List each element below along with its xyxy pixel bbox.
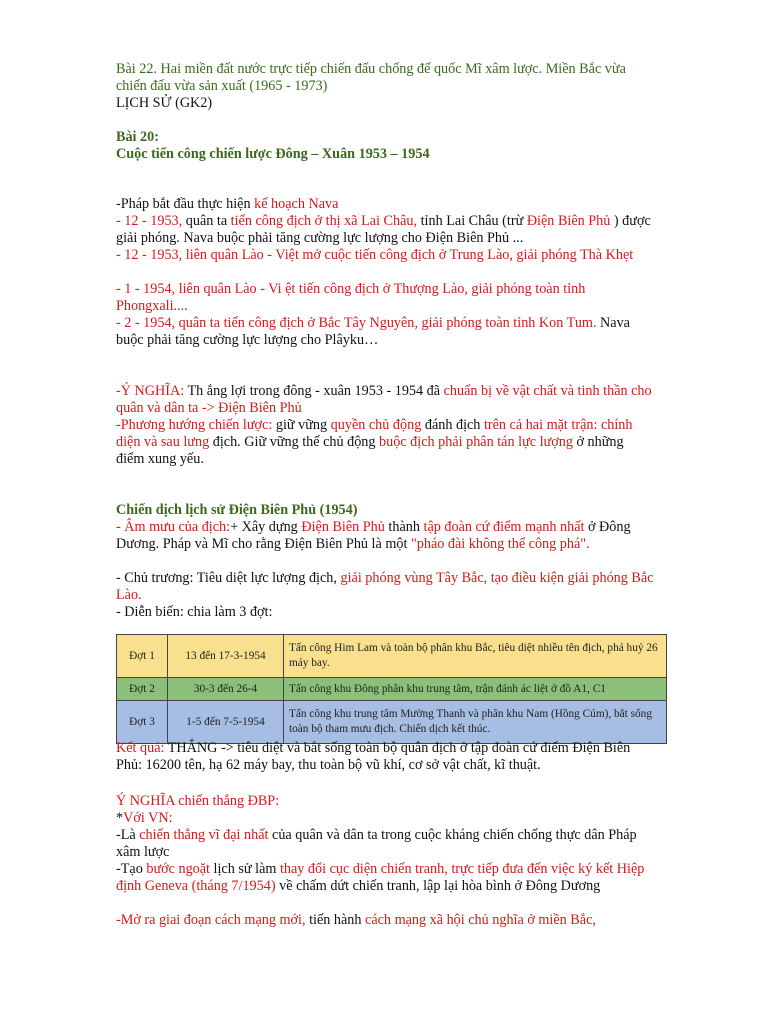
highlight: kế hoạch Nava (254, 196, 339, 212)
phase-dates: 30-3 đến 26-4 (168, 678, 284, 701)
highlight: - 2 - 1954, quân ta tiến công địch ở Bắc Tây Nguyên, giải phóng toàn tỉnh Kon Tum. (116, 315, 597, 331)
significance-paragraph (116, 383, 654, 417)
highlight: trên cả hai mặt trận: chính diện và sau lưng (116, 417, 633, 450)
highlight: Kết quả: (116, 740, 165, 756)
highlight: cách mạng xã hội chủ nghĩa ở miền Bắc, (365, 912, 596, 928)
enemy-plan-paragraph (116, 519, 654, 553)
text: Th ắng lợi trong đông - xuân 1953 - 1954 đã (184, 383, 444, 399)
text: tiến hành (305, 912, 366, 928)
highlight: bước ngoặt (146, 861, 210, 877)
highlight: Điện Biên Phủ (301, 519, 385, 535)
highlight: Với VN: (123, 810, 173, 826)
highlight: - Âm mưu của địch: (116, 519, 231, 535)
lai-chau-paragraph (116, 213, 654, 247)
text: * (116, 810, 124, 826)
phase-name: Đợt 1 (117, 635, 168, 678)
text: -Là (116, 827, 140, 843)
text: -Tạo (116, 861, 147, 877)
text: giữ vững (272, 417, 331, 433)
strategy-paragraph (116, 417, 654, 468)
highlight: buộc địch phải phân tán lực lượng (379, 434, 573, 450)
text: tỉnh Lai Châu (trừ (417, 213, 527, 229)
text: địch. Giữ vững thế chủ động (209, 434, 380, 450)
significance-title: Ý NGHĨA chiến thắng ĐBP: (116, 793, 280, 809)
highlight: - 12 - 1953, (116, 213, 186, 229)
text: lịch sử làm (210, 861, 280, 877)
lesson-20-number: Bài 20: (116, 129, 159, 145)
result-paragraph (116, 740, 654, 774)
text: ) được giải phóng. Nava buộc phải tăng cường lực lượng cho Điện Biên Phủ ... (116, 213, 651, 246)
dbp-heading: Chiến dịch lịch sử Điện Biên Phủ (1954) (116, 502, 358, 518)
text: Nava buộc phải tăng cường lực lượng cho Plâyku… (116, 315, 630, 348)
highlight: -Mở ra giai đoạn cách mạng mới, (116, 912, 306, 928)
table-row (117, 701, 667, 744)
policy-paragraph (116, 570, 654, 604)
text: của quân và dân ta trong cuộc kháng chiến chống thực dân Pháp xâm lược (116, 827, 637, 860)
text: đánh địch (421, 417, 484, 433)
phase-dates: 1-5 đến 7-5-1954 (168, 701, 284, 744)
phase-description: Tấn công khu Đông phân khu trung tâm, trận đánh ác liệt ở đồ A1, C1 (284, 678, 667, 701)
phase-description: Tấn công khu trung tâm Mường Thanh và phân khu Nam (Hồng Cúm), bắt sống toàn bộ tham mưu địch. Chiến dịch kết thúc. (284, 701, 667, 744)
new-stage-paragraph (116, 912, 654, 929)
text: ở những điểm xung yếu. (116, 434, 624, 467)
phase-dates: 13 đến 17-3-1954 (168, 635, 284, 678)
highlight: chiến thắng vĩ đại nhất (139, 827, 269, 843)
vietnam-subheading (116, 810, 654, 827)
greatest-victory-paragraph (116, 827, 654, 861)
text: THẮNG -> tiêu diệt và bắt sống toàn bộ quân địch ở tập đoàn cứ điểm Điện Biên Phủ: 16200 tên, hạ 62 máy bay, thu toàn bộ vũ khí, cơ sở vật chất, kĩ thuật. (116, 740, 631, 773)
text: thành (384, 519, 424, 535)
thuong-lao-paragraph: - 1 - 1954, liên quân Lào - Vi ệt tiến công địch ở Thượng Lào, giải phóng toàn tỉnh Phongxali.... (116, 281, 586, 314)
trung-lao-paragraph: - 12 - 1953, liên quân Lào - Việt mở cuộc tiến công địch ở Trung Lào, giải phóng Thà Khẹt (116, 247, 634, 263)
highlight: chuẩn bị về vật chất và tinh thần cho quân và dân ta -> Điện Biên Phủ (116, 383, 652, 416)
kon-tum-paragraph (116, 315, 654, 349)
lesson-20-title: Cuộc tiến công chiến lược Đông – Xuân 1953 – 1954 (116, 146, 430, 162)
highlight: giải phóng vùng Tây Bắc, tạo điều kiện giải phóng Bắc Lào. (116, 570, 654, 603)
highlight: "pháo đài không thể công phá". (410, 536, 590, 552)
highlight: tiến công địch ở thị xã Lai Châu, (230, 213, 418, 229)
progress-paragraph: - Diễn biến: chia làm 3 đợt: (116, 604, 273, 620)
highlight: -Ý NGHĨA: (116, 383, 185, 399)
text: + Xây dựng (230, 519, 302, 535)
text: về chấm dứt chiến tranh, lập lại hòa bình ở Đông Dương (275, 878, 601, 894)
highlight: -Phương hướng chiến lược: (116, 417, 273, 433)
highlight: tập đoàn cứ điểm mạnh nhất (423, 519, 585, 535)
text: -Pháp bắt đầu thực hiện (116, 196, 255, 212)
highlight: Điện Biên Phủ (526, 213, 611, 229)
phase-name: Đợt 3 (117, 701, 168, 744)
phase-name: Đợt 2 (117, 678, 168, 701)
text: ở Đông Dương. Pháp và Mĩ cho rằng Điện Biên Phủ là một (116, 519, 631, 552)
text: quân ta (185, 213, 231, 229)
phase-description: Tấn công Him Lam và toàn bộ phân khu Bắc, tiêu diệt nhiều tên địch, phá huỷ 26 máy bay. (284, 635, 667, 678)
campaign-phases-table (116, 634, 667, 744)
table-row (117, 678, 667, 701)
turning-point-paragraph (116, 861, 654, 895)
table-row (117, 635, 667, 678)
subject-label: LỊCH SỬ (GK2) (116, 95, 213, 111)
highlight: quyền chủ động (330, 417, 422, 433)
nava-plan-paragraph (116, 196, 654, 213)
text: - Chủ trương: Tiêu diệt lực lượng địch, (116, 570, 341, 586)
lesson-22-heading: Bài 22. Hai miền đất nước trực tiếp chiến đấu chống đế quốc Mĩ xâm lược. Miền Bắc vừa chiến đấu vừa sản xuất (1965 - 1973) (116, 61, 626, 94)
highlight: thay đổi cục diện chiến tranh, trực tiếp đưa đến việc ký kết Hiệp định Geneva (tháng 7/1954) (116, 861, 645, 894)
